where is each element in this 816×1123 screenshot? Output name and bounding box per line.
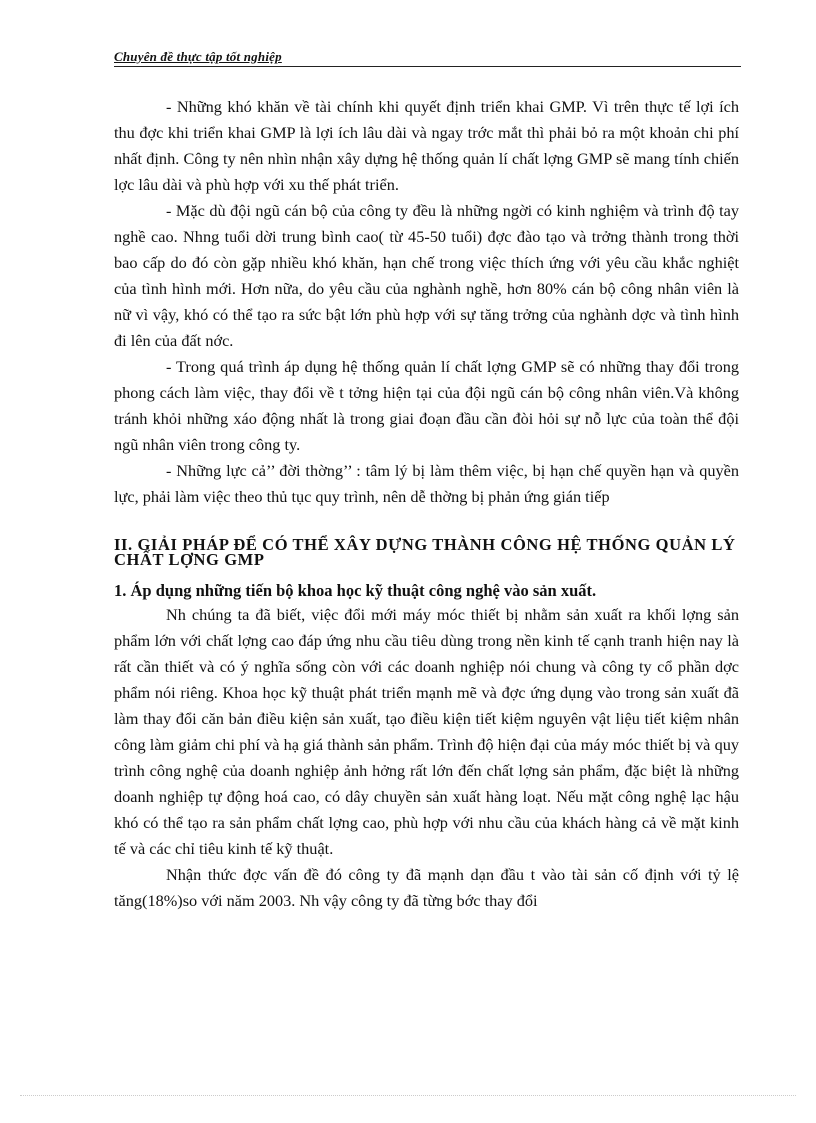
paragraph-technology-innovation: Nh chúng ta đã biết, việc đổi mới máy móc thiết bị nhằm sản xuất ra khối lợng sản phẩm lớn với chất lợng cao đáp ứng nhu cầu tiêu dùng trong nền kinh tế cạnh tranh hiện nay là rất cần thiết và có ý nghĩa sống còn với các doanh nghiệp nói chung và công ty cổ phần dợc phẩm nói riêng. Khoa học kỹ thuật phát triển mạnh mẽ và đợc ứng dụng vào trong sản xuất đã làm thay đổi căn bản điều kiện sản xuất, tạo điều kiện tiết kiệm nguyên vật liệu tiết kiệm nhân công làm giảm chi phí và hạ giá thành sản phẩm. Trình độ hiện đại của máy móc thiết bị và quy trình công nghệ của doanh nghiệp ảnh hởng rất lớn đến chất lợng sản phẩm, đặc biệt là những doanh nghiệp tự động hoá cao, có dây chuyền sản xuất hàng loạt. Nếu mặt công nghệ lạc hậu khó có thể tạo ra sản phẩm chất lợng cao, phù hợp với nhu cầu của khách hàng cả về mặt kinh tế và các chỉ tiêu kinh tế kỹ thuật.: [114, 605, 739, 858]
running-header: [114, 46, 741, 67]
paragraph-financial-difficulties: - Những khó khăn về tài chính khi quyết định triển khai GMP. Vì trên thực tế lợi ích thu đợc khi triển khai GMP là lợi ích lâu dài và ngay trớc mắt thì phải bỏ ra một khoản chi phí nhất định. Công ty nên nhìn nhận xây dựng hệ thống quản lí chất lợng GMP sẽ mang tính chiến lợc lâu dài và phù hợp với xu thế phát triển.: [114, 97, 739, 194]
page-bottom-rule: [20, 1095, 796, 1096]
paragraph-resistance: - Những lực cả’’ đời thờng’’ : tâm lý bị làm thêm việc, bị hạn chế quyền hạn và quyền lực, phải làm việc theo thủ tục quy trình, nên dễ thờng bị phản ứng gián tiếp: [114, 461, 739, 506]
paragraph-staff-experience: - Mặc dù đội ngũ cán bộ của công ty đều là những ngời có kinh nghiệm và trình độ tay nghề cao. Nhng tuổi dời trung bình cao( từ 45-50 tuổi) đợc đào tạo và trởng thành trong thời bao cấp do đó còn gặp nhiều khó khăn, hạn chế trong việc thích ứng với yêu cầu khắc nghiệt của tình hình mới. Hơn nữa, do yêu cầu của nghành nghề, hơn 80% cán bộ công nhân viên là nữ vì vậy, khó có thể tạo ra sức bật lớn phù hợp với sự tăng trởng của nghành dợc và tình hình đi lên của đất nớc.: [114, 201, 739, 350]
paragraph-working-style-change: - Trong quá trình áp dụng hệ thống quản lí chất lợng GMP sẽ có những thay đổi trong phong cách làm việc, thay đổi về t tởng hiện tại của đội ngũ cán bộ công nhân viên.Và không tránh khỏi những xáo động nhất là trong giai đoạn đầu cần đòi hỏi sự nỗ lực của toàn thể đội ngũ nhân viên trong công ty.: [114, 357, 739, 454]
subsection-heading: 1. Áp dụng những tiến bộ khoa học kỹ thuật công nghệ vào sản xuất.: [114, 581, 597, 600]
paragraph-investment: Nhận thức đợc vấn đề đó công ty đã mạnh dạn đầu t vào tài sản cố định với tỷ lệ tăng(18%)so với năm 2003. Nh vậy công ty đã từng bớc thay đổi: [114, 865, 739, 910]
header-title: Chuyên đề thực tập tốt nghiệp: [114, 49, 282, 64]
section-heading: II. GIẢI PHÁP ĐỂ CÓ THỂ XÂY DỰNG THÀNH CÔNG HỆ THỐNG QUẢN LÝ CHẤT LỢNG GMP: [114, 535, 736, 569]
body-text: [114, 94, 739, 914]
